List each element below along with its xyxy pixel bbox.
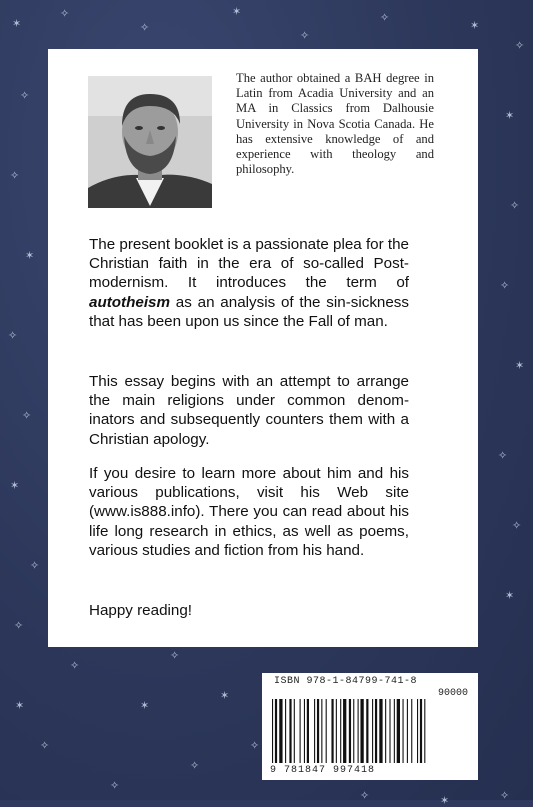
star-icon: ✶ [505,589,515,602]
star-icon: ✧ [14,619,24,632]
star-icon: ✧ [300,29,310,42]
price-code: 90000 [437,688,468,699]
star-icon: ✶ [220,689,230,702]
star-icon: ✶ [10,479,20,492]
star-icon: ✶ [440,794,450,807]
star-icon: ✶ [470,19,480,32]
blurb-p1-start: The present booklet is a passionate plea for the Christian faith in the era of so-called Post-modernism. It introduces the term of [89,236,409,292]
star-icon: ✧ [70,659,80,672]
isbn-barcode-box [262,673,478,780]
star-icon: ✧ [498,449,508,462]
star-icon: ✧ [140,21,150,34]
star-icon: ✧ [40,739,50,752]
author-bio: The author obtained a BAH degree in Latin from Acadia University and an MA in Classics from Dalhousie University in Nova Scotia Canada. He has extensive knowledge of and experience with theology and philosophy. [236,71,434,177]
star-icon: ✧ [20,89,30,102]
star-icon: ✧ [360,789,370,802]
text-panel [48,49,478,647]
blurb-paragraph-1 [89,235,409,331]
blurb-paragraph-3: If you desire to learn more about him and his various publications, visit his Web site (www.is888.info). There you can read about his life long research in ethics, as well as poems, various studies and fiction from his hand. [89,465,409,559]
star-icon: ✧ [8,329,18,342]
star-icon: ✶ [232,5,242,18]
star-icon: ✧ [250,739,260,752]
star-icon: ✧ [512,519,522,532]
blurb-p1-end: as an analysis of the sin-sickness that has been upon us since the Fall of man. [89,293,409,330]
star-icon: ✧ [510,199,520,212]
barcode-bars [270,699,470,763]
ean-digits: 9 781847 997418 [270,765,376,776]
star-icon: ✧ [170,649,180,662]
star-icon: ✶ [140,699,150,712]
star-icon: ✶ [515,359,525,372]
star-icon: ✧ [60,7,70,20]
star-icon: ✶ [25,249,35,262]
star-icon: ✧ [22,409,32,422]
blurb-paragraph-2: This essay begins with an attempt to arrange the main religions under common denom-inators and subsequently counters them with a Christian apology. [89,373,409,448]
star-icon: ✧ [500,789,510,802]
star-icon: ✧ [500,279,510,292]
star-icon: ✧ [30,559,40,572]
star-icon: ✧ [515,39,525,52]
star-icon: ✶ [15,699,25,712]
isbn-text: ISBN 978-1-84799-741-8 [274,676,418,687]
star-icon: ✶ [12,17,22,30]
author-portrait-icon [88,76,212,208]
star-icon: ✧ [190,759,200,772]
star-icon: ✧ [110,779,120,792]
star-icon: ✶ [505,109,515,122]
term-autotheism: autotheism [89,293,171,311]
star-icon: ✧ [380,11,390,24]
closing-line: Happy reading! [89,602,193,619]
star-icon: ✧ [10,169,20,182]
author-photo [88,76,212,208]
